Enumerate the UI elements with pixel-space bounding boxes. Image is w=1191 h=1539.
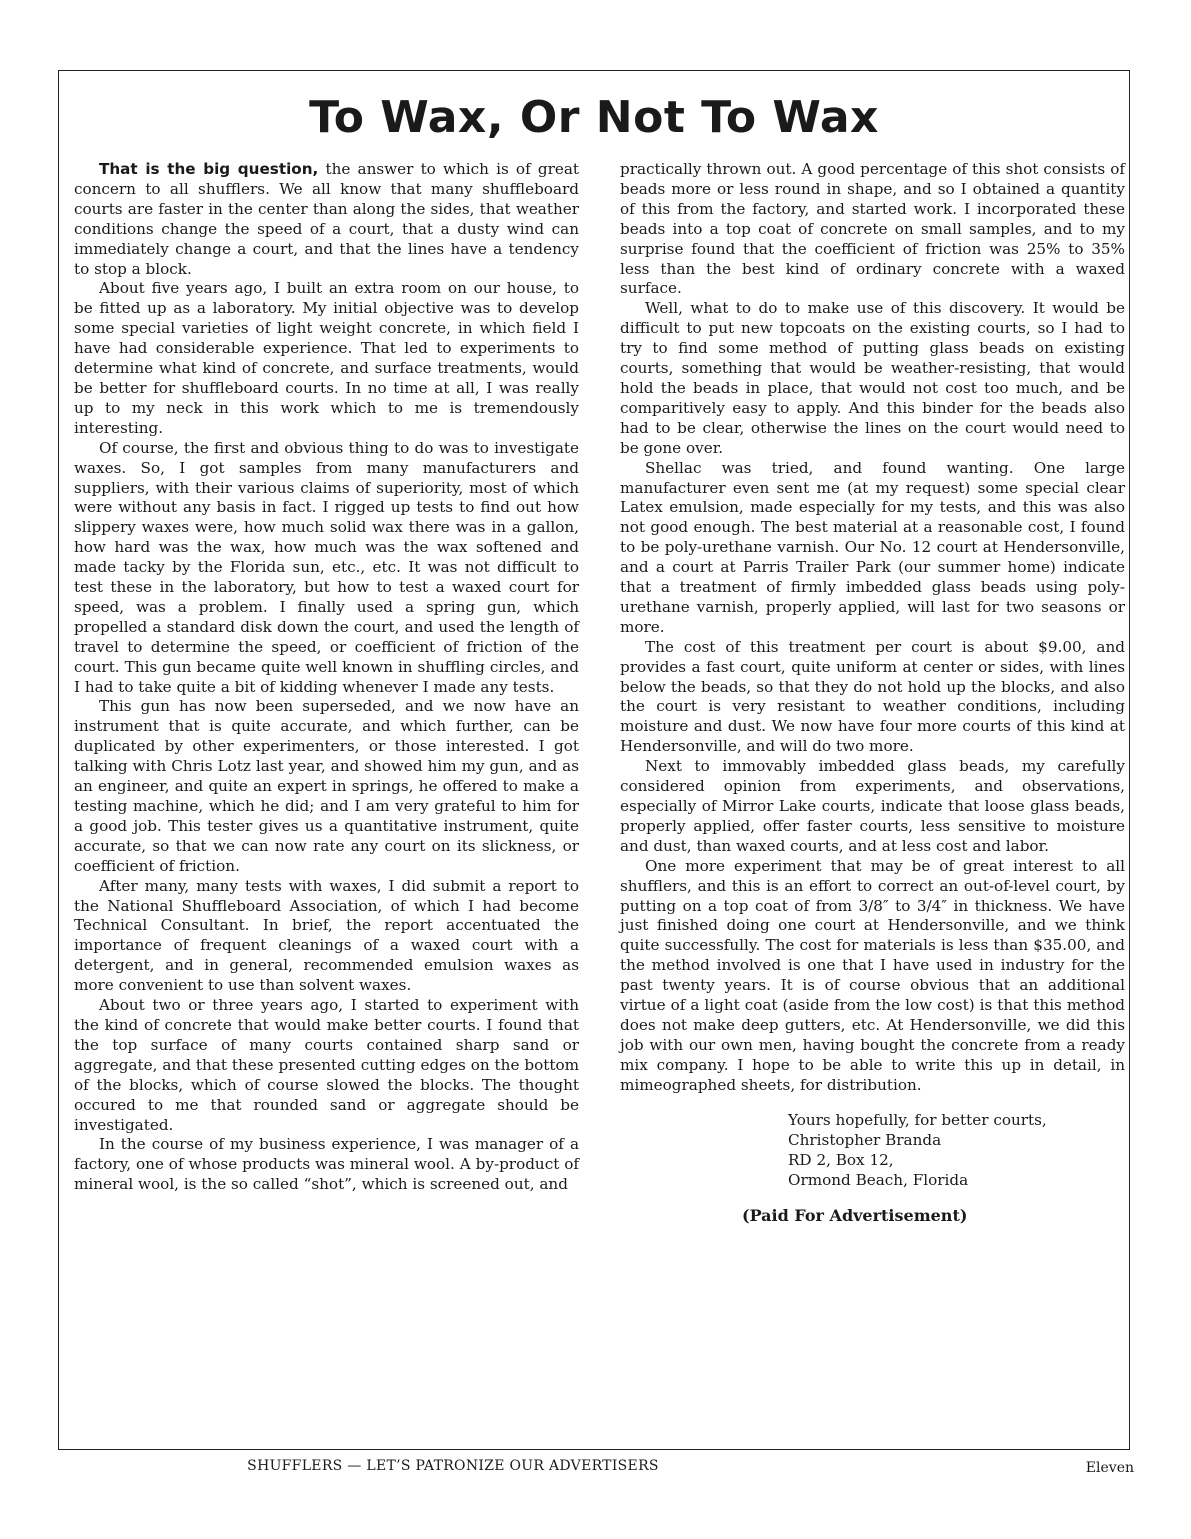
page-footer <box>58 1458 1134 1482</box>
paragraph: About five years ago, I built an extra room on our house, to be fitted up as a laboratory. My initial objective was to develop some special varieties of light weight concrete, in which field I have had considerable experience. That led to experiments to determine what kind of concrete, and surface treatments, would be better for shuffleboard courts. In no time at all, I was really up to my neck in this work which to me is tremendously interesting. <box>74 279 579 437</box>
signature-closing: Yours hopefully, for better courts, <box>788 1110 1047 1129</box>
signature-address-line-2: Ormond Beach, Florida <box>788 1170 969 1189</box>
paragraph: Shellac was tried, and found wanting. One large manufacturer even sent me (at my request) some special clear Latex emulsion, made especially for my tests, and this was also not good enough. The best material at a reasonable cost, I found to be poly-urethane varnish. Our No. 12 court at Hendersonville, and a court at Parris Trailer Park (our summer home) indicate that a treatment of firmly imbedded glass beads using poly-urethane varnish, properly applied, will last for two seasons or more. <box>620 458 1125 636</box>
paragraph: After many, many tests with waxes, I did submit a report to the National Shuffleboard Association, of which I had become Technical Consultant. In brief, the report accentuated the importance of frequent cleanings of a waxed court with a detergent, and in general, recommended emulsion waxes as more convenient to use than solvent waxes. <box>74 876 579 995</box>
paragraph <box>74 160 579 279</box>
article-column-left <box>74 160 579 1195</box>
paragraph-text: the answer to which is of great concern to all shufflers. We all know that many shuffleboard courts are faster in the center than along the sides, that weather conditions change the speed of a court, that a dusty wind can immediately change a court, and that the lines have a tendency to stop a block. <box>74 160 579 278</box>
paragraph: Well, what to do to make use of this discovery. It would be difficult to put new topcoats on the existing courts, so I had to try to find some method of putting glass beads on existing courts, something that would be weather-resisting, that would hold the beads in place, that would not cost too much, and be comparitively easy to apply. And this binder for the beads also had to be clear, otherwise the lines on the court would need to be gone over. <box>620 299 1125 457</box>
paragraph: The cost of this treatment per court is about $9.00, and provides a fast court, quite uniform at center or sides, with lines below the beads, so that they do not hold up the blocks, and also the court is very resistant to weather conditions, including moisture and dust. We now have four more courts of this kind at Hendersonville, and will do two more. <box>620 637 1125 756</box>
article-title: To Wax, Or Not To Wax <box>309 92 879 143</box>
paragraph: Next to immovably imbedded glass beads, my carefully considered opinion from experiments, and observations, especially of Mirror Lake courts, indicate that loose glass beads, properly applied, offer faster courts, less sensitive to moisture and dust, than waxed courts, and at less cost and labor. <box>620 757 1125 855</box>
paragraph: This gun has now been superseded, and we now have an instrument that is quite accurate, and which further, can be duplicated by other experimenters, or those interested. I got talking with Chris Lotz last year, and showed him my gun, and as an engineer, and quite an expert in springs, he offered to make a testing machine, which he did; and I am very grateful to him for a good job. This tester gives us a quantitative instrument, quite accurate, so that we can now rate any court on its slickness, or coefficient of friction. <box>74 697 579 875</box>
signature-name: Christopher Branda <box>788 1130 942 1149</box>
signature-block <box>788 1110 1125 1190</box>
paragraph: Of course, the first and obvious thing to do was to investigate waxes. So, I got samples from many manufacturers and suppliers, with their various claims of superiority, most of which were without any basis in fact. I rigged up tests to find out how slippery waxes were, how much solid wax there was in a gallon, how hard was the wax, how much was the wax softened and made tacky by the Florida sun, etc., etc. It was not difficult to test these in the laboratory, but how to test a waxed court for speed, was a problem. I finally used a spring gun, which propelled a standard disk down the court, and used the length of travel to determine the speed, or coefficient of friction of the court. This gun became quite well known in shuffling circles, and I had to take quite a bit of kidding whenever I made any tests. <box>74 438 579 696</box>
signature-address-line-1: RD 2, Box 12, <box>788 1150 894 1169</box>
paragraph: In the course of my business experience, I was manager of a factory, one of whose products was mineral wool. A by-product of mineral wool, is the so called “shot”, which is screened out, and <box>74 1135 579 1194</box>
footer-slogan: SHUFFLERS — LET’S PATRONIZE OUR ADVERTISERS <box>247 1458 659 1474</box>
article-column-right <box>620 160 1125 1226</box>
paragraph: practically thrown out. A good percentage of this shot consists of beads more or less round in shape, and so I obtained a quantity of this from the factory, and started work. I incorporated these beads into a top coat of concrete on small samples, and to my surprise found that the coefficient of friction was 25% to 35% less than the best kind of ordinary concrete with a waxed surface. <box>620 160 1125 298</box>
paid-advertisement-note: (Paid For Advertisement) <box>742 1205 968 1225</box>
lead-in: That is the big question, <box>99 160 319 178</box>
page-number: Eleven <box>1085 1460 1134 1476</box>
paragraph: One more experiment that may be of great interest to all shufflers, and this is an effort to correct an out-of-level court, by putting on a top coat of from 3/8″ to 3/4″ in thickness. We have just finished doing one court at Hendersonville, and we think quite successfully. The cost for materials is less than $35.00, and the method involved is one that I have used in industry for the past twenty years. It is of course obvious that an additional virtue of a light coat (aside from the low cost) is that this method does not make deep gutters, etc. At Hendersonville, we did this job with our own men, having bought the concrete from a ready mix company. I hope to be able to write this up in detail, in mimeographed sheets, for distribution. <box>620 856 1125 1094</box>
paragraph: About two or three years ago, I started to experiment with the kind of concrete that would make better courts. I found that the top surface of many courts contained sharp sand or aggregate, and that these presented cutting edges on the bottom of the blocks, which of course slowed the blocks. The thought occured to me that rounded sand or aggregate should be investigated. <box>74 996 579 1134</box>
